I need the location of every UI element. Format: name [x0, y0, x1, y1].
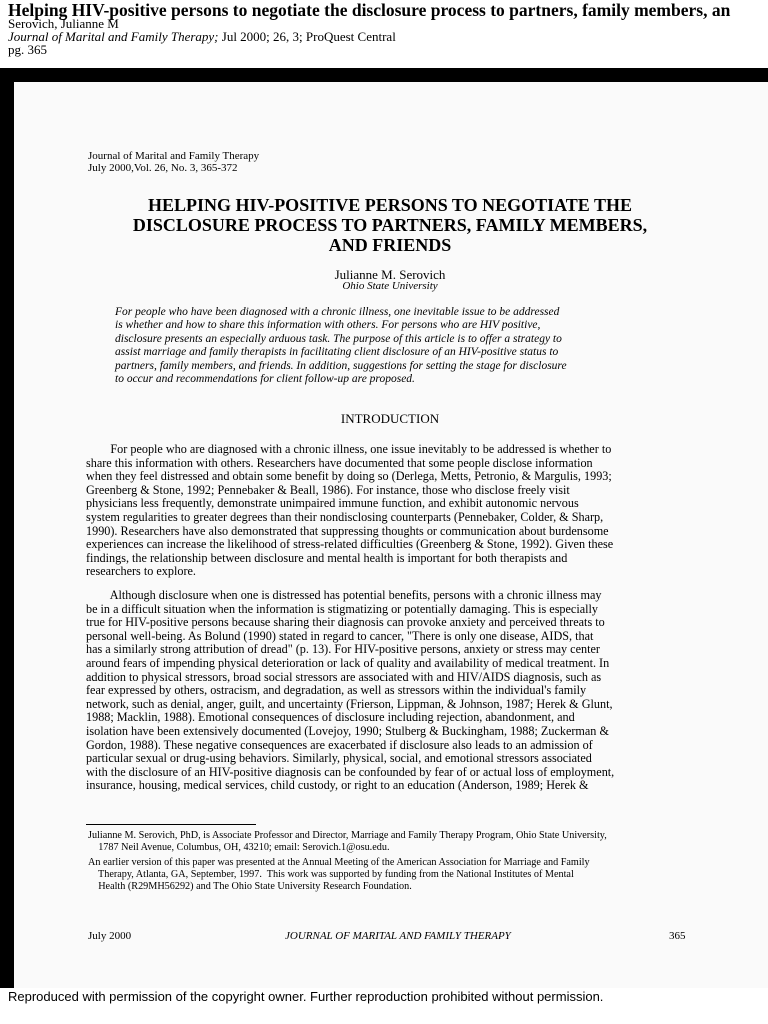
copyright-notice: Reproduced with permission of the copyright owner. Further reproduction prohibited without permission.	[8, 989, 604, 1004]
scan-border-left	[0, 68, 14, 988]
body-line: addition to physical stressors, broad social stressors are associated with and HIV/AIDS diagnosis, such as	[86, 670, 602, 684]
body-line: isolation have been extensively documented (Lovejoy, 1990; Stulberg & Buckingham, 1988; Zuckerman &	[86, 724, 609, 738]
body-line: system regularities to greater degrees than their nondisclosing counterparts (Pennebaker, Colder, & Sharp,	[86, 510, 604, 524]
abstract	[115, 306, 668, 386]
footnote-author	[88, 830, 698, 854]
citation-line	[8, 30, 396, 44]
body-line: particular sexual or drug-using behaviors. Similarly, physical, social, and emotional stressors associated	[86, 752, 592, 766]
citation-journal: Journal of Marital and Family Therapy;	[8, 29, 219, 44]
body-line: 1990). Researchers have also demonstrated that suppressing thoughts or communication about burdensome	[86, 524, 609, 538]
footnote-line: Therapy, Atlanta, GA, September, 1997. This work was supported by funding from the National Institutes of Mental	[88, 869, 574, 880]
body-line: has a similarly strong attribution of dread" (p. 13). For HIV-positive persons, anxiety or stress may center	[86, 643, 600, 657]
article-title-line: AND FRIENDS	[328, 235, 452, 255]
abstract-line: partners, family members, and friends. In addition, suggestions for setting the stage for disclosure	[115, 359, 567, 372]
body-line: Greenberg & Stone, 1992; Pennebaker & Beall, 1986). For instance, those who disclose freely visit	[86, 483, 570, 497]
page-number: 365	[669, 930, 686, 942]
footer-journal: JOURNAL OF MARITAL AND FAMILY THERAPY	[285, 930, 511, 942]
body-line: Gordon, 1988). These negative consequences are exacerbated if disclosure also leads to an admission of	[86, 738, 593, 752]
footnote-divider	[86, 824, 256, 825]
abstract-line: to occur and recommendations for client follow-up are proposed.	[115, 373, 415, 386]
article-title-line: DISCLOSURE PROCESS TO PARTNERS, FAMILY MEMBERS,	[132, 215, 648, 235]
article-author: Julianne M. Serovich	[334, 267, 446, 282]
footnote-line: Julianne M. Serovich, PhD, is Associate Professor and Director, Marriage and Family Therapy Program, Ohio State University,	[88, 830, 607, 841]
body-line: insurance, housing, medical services, child custody, or right to an education (Anderson, 1989; Herek &	[86, 779, 589, 793]
body-line: 1988; Macklin, 1988). Emotional consequences of disclosure including rejection, abandonment, and	[86, 711, 575, 725]
body-line: true for HIV-positive persons because sharing their diagnosis can provoke anxiety and perceived threats to	[86, 616, 605, 630]
journal-issue: July 2000,Vol. 26, No. 3, 365-372	[88, 162, 238, 174]
footnote-funding	[88, 857, 698, 893]
body-line: fear expressed by others, ostracism, and degradation, as well as stressors within the individual's family	[86, 684, 587, 698]
footnote-line: Health (R29MH56292) and The Ohio State University Research Foundation.	[88, 881, 412, 892]
body-line: be in a difficult situation when the information is stigmatizing or potentially damaging. This is especially	[86, 602, 599, 616]
footer-date: July 2000	[88, 930, 132, 942]
body-line: physicians less frequently, demonstrate unimpaired immune function, and exhibit autonomic nervous	[86, 497, 579, 511]
journal-name: Journal of Marital and Family Therapy	[88, 150, 260, 162]
body-line: with the disclosure of an HIV-positive diagnosis can be confounded by fear of or actual loss of employment,	[86, 765, 615, 779]
body-line: when they feel distressed and obtain some benefit by doing so (Derlega, Metts, Petronio, & Margulis, 1993;	[86, 470, 612, 484]
abstract-line: disclosure presents an especially arduous task. The purpose of this article is to offer a strategy to	[115, 332, 562, 345]
author-line: Serovich, Julianne M	[8, 16, 119, 31]
body-line: share this information with others. Researchers have documented that some people disclose information	[86, 456, 593, 470]
article-title-line: HELPING HIV-POSITIVE PERSONS TO NEGOTIATE THE	[148, 195, 632, 215]
footnote-line: An earlier version of this paper was presented at the Annual Meeting of the American Association for Marriage and Family	[88, 857, 590, 868]
abstract-line: is whether and how to share this information with others. For persons who are HIV positive,	[115, 319, 541, 332]
paragraph-2	[86, 589, 696, 793]
body-line: Although disclosure when one is distressed has potential benefits, persons with a chronic illness may	[86, 589, 602, 602]
footnote-line: 1787 Neil Avenue, Columbus, OH, 43210; email: Serovich.1@osu.edu.	[88, 842, 390, 853]
page-ref: pg. 365	[8, 42, 47, 57]
body-line: findings, the relationship between disclosure and mental health is important for both therapists and	[86, 551, 568, 565]
abstract-line: assist marriage and family therapists in facilitating client disclosure of an HIV-positive status to	[115, 346, 559, 359]
body-line: experiences can increase the likelihood of stress-related difficulties (Greenberg & Stone, 1992). Given these	[86, 538, 614, 552]
scan-border-top	[0, 68, 768, 82]
body-line: researchers to explore.	[86, 565, 196, 579]
document-title: Helping HIV-positive persons to negotiate the disclosure process to partners, family members, an	[8, 0, 731, 20]
paragraph-1	[86, 443, 696, 579]
author-affiliation: Ohio State University	[342, 280, 438, 292]
body-line: For people who are diagnosed with a chronic illness, one issue inevitably to be addressed is whether to	[86, 443, 612, 456]
body-line: network, such as denial, anger, guilt, and uncertainty (Frierson, Lippman, & Johnson, 1987; Herek & Glunt,	[86, 697, 613, 711]
abstract-line: For people who have been diagnosed with a chronic illness, one inevitable issue to be addressed	[115, 306, 560, 318]
body-line: around fears of impending physical deterioration or lack of quality and availability of medical treatment. In	[86, 656, 610, 670]
section-heading: INTRODUCTION	[340, 411, 440, 426]
body-line: personal well-being. As Bolund (1990) stated in regard to cancer, "There is only one disease, AIDS, that	[86, 629, 594, 643]
citation-details: Jul 2000; 26, 3; ProQuest Central	[218, 29, 396, 44]
article-title	[60, 195, 720, 255]
